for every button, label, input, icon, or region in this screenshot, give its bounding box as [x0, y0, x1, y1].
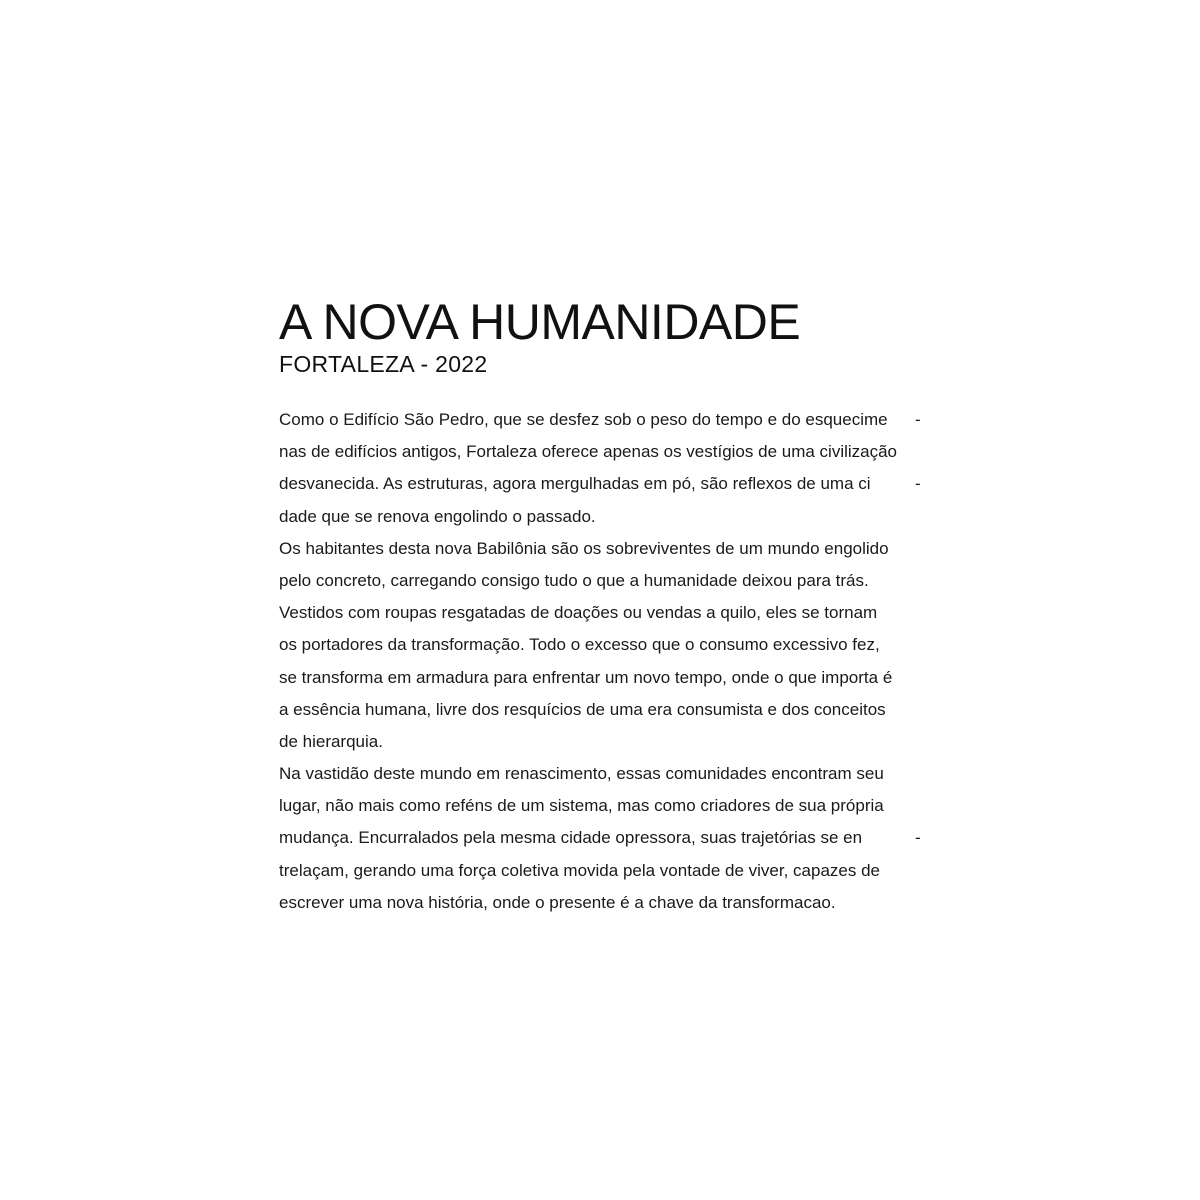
text-line	[279, 887, 929, 919]
text-line	[279, 855, 929, 887]
text-line-content: Vestidos com roupas resgatadas de doações ou vendas a quilo, eles se tornam	[279, 603, 878, 623]
body-text	[279, 404, 929, 919]
text-line	[279, 662, 929, 694]
text-line-content: mudança. Encurralados pela mesma cidade opressora, suas trajetórias se en	[279, 828, 863, 848]
text-line	[279, 468, 929, 500]
text-line-content: nas de edifícios antigos, Fortaleza oferece apenas os vestígios de uma civilização	[279, 442, 898, 462]
text-line	[279, 758, 929, 790]
page-subtitle: FORTALEZA - 2022	[279, 351, 488, 377]
text-line	[279, 404, 929, 436]
text-line	[279, 822, 929, 854]
text-line-content: Na vastidão deste mundo em renascimento, essas comunidades encontram seu	[279, 764, 884, 784]
hyphen-mark: -	[915, 474, 921, 494]
text-line-content: Os habitantes desta nova Babilônia são os sobreviventes de um mundo engolido	[279, 538, 889, 558]
text-line-content: trelaçam, gerando uma força coletiva movida pela vontade de viver, capazes de	[279, 860, 881, 880]
text-line-content: dade que se renova engolindo o passado.	[279, 506, 596, 526]
text-line	[279, 629, 929, 661]
text-line-content: os portadores da transformação. Todo o excesso que o consumo excessivo fez,	[279, 635, 880, 655]
text-line-content: pelo concreto, carregando consigo tudo o que a humanidade deixou para trás.	[279, 570, 869, 590]
text-line	[279, 565, 929, 597]
text-line-content: se transforma em armadura para enfrentar um novo tempo, onde o que importa é	[279, 667, 893, 687]
text-line	[279, 533, 929, 565]
text-line	[279, 436, 929, 468]
text-line-content: lugar, não mais como reféns de um sistema, mas como criadores de sua própria	[279, 796, 884, 816]
document-content	[279, 296, 929, 919]
text-line-content: escrever uma nova história, onde o presente é a chave da transformacao.	[279, 892, 836, 912]
text-line	[279, 726, 929, 758]
text-line	[279, 501, 929, 533]
hyphen-mark: -	[915, 410, 921, 429]
page-title: A NOVA HUMANIDADE	[279, 294, 801, 350]
text-line	[279, 694, 929, 726]
text-line-content: desvanecida. As estruturas, agora mergulhadas em pó, são reflexos de uma ci	[279, 474, 871, 494]
text-line-content: Como o Edifício São Pedro, que se desfez sob o peso do tempo e do esquecime	[279, 410, 888, 429]
hyphen-mark: -	[915, 828, 921, 848]
text-line-content: a essência humana, livre dos resquícios de uma era consumista e dos conceitos	[279, 699, 886, 719]
text-line-content: de hierarquia.	[279, 731, 383, 751]
text-line	[279, 790, 929, 822]
text-line	[279, 597, 929, 629]
